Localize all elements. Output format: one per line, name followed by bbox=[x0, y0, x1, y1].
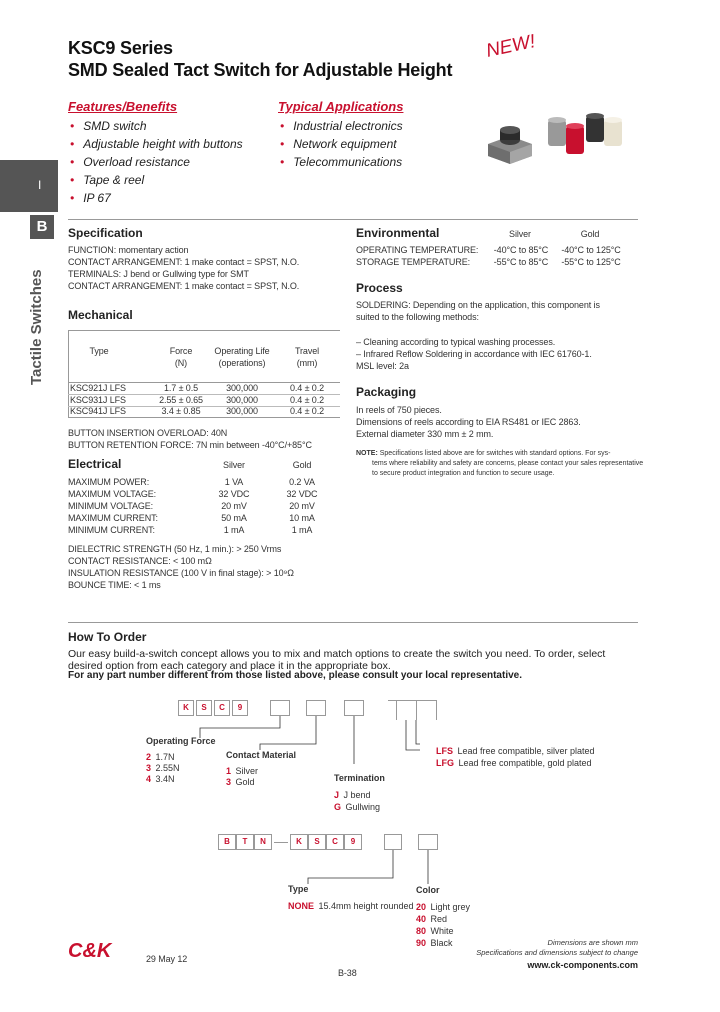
table-header: Force bbox=[169, 346, 193, 356]
option-row: LFG Lead free compatible, gold plated bbox=[436, 758, 592, 768]
spec-line: FUNCTION: momentary action bbox=[68, 245, 189, 255]
option-row: 20 Light grey bbox=[416, 902, 470, 912]
option-row: 80 White bbox=[416, 926, 454, 936]
section-label: Tactile Switches bbox=[28, 269, 45, 385]
option-row: 2 1.7N bbox=[146, 752, 175, 762]
footer-url[interactable]: www.ck-components.com bbox=[527, 960, 638, 970]
option-row: NONE 15.4mm height rounded bbox=[288, 901, 414, 911]
table-cell: 0.4 ± 0.2 bbox=[289, 406, 325, 416]
table-cell: 32 VDC bbox=[286, 489, 318, 499]
electrical-note: BOUNCE TIME: < 1 ms bbox=[68, 580, 161, 590]
table-cell: 300,000 bbox=[226, 406, 258, 416]
applications-heading: Typical Applications bbox=[278, 99, 404, 114]
sidebar bbox=[0, 160, 58, 395]
part-box: 9 bbox=[344, 834, 362, 850]
part-box: C bbox=[214, 700, 230, 716]
packaging-heading: Packaging bbox=[356, 385, 417, 399]
packaging-line: In reels of 750 pieces. bbox=[356, 405, 442, 415]
table-cell: 1.7 ± 0.5 bbox=[163, 383, 199, 393]
table-cell: 300,000 bbox=[226, 395, 258, 405]
table-cell: OPERATING TEMPERATURE: bbox=[356, 245, 479, 255]
list-item: • Overload resistance bbox=[70, 155, 190, 169]
note-line: to secure product integration and function to secure usage. bbox=[372, 470, 555, 477]
col-header-gold: Gold bbox=[292, 460, 312, 470]
part-box: 9 bbox=[232, 700, 248, 716]
list-item: • SMD switch bbox=[70, 119, 147, 133]
electrical-note: CONTACT RESISTANCE: < 100 mΩ bbox=[68, 556, 212, 566]
part-box: K bbox=[290, 834, 308, 850]
option-box-type[interactable] bbox=[384, 834, 402, 850]
table-cell: MINIMUM VOLTAGE: bbox=[68, 501, 154, 511]
footer-date: 29 May 12 bbox=[146, 954, 188, 964]
packaging-line: Dimensions of reels according to EIA RS481 or IEC 2863. bbox=[356, 417, 581, 427]
divider bbox=[68, 622, 638, 623]
operating-force-label: Operating Force bbox=[146, 736, 216, 746]
table-cell: 0.4 ± 0.2 bbox=[289, 383, 325, 393]
part-box: T bbox=[236, 834, 254, 850]
table-cell: 20 mV bbox=[289, 501, 315, 511]
electrical-heading: Electrical bbox=[68, 457, 122, 471]
table-cell: 3.4 ± 0.85 bbox=[161, 406, 201, 416]
table-cell: -55°C to 125°C bbox=[561, 257, 621, 267]
table-header: Travel bbox=[294, 346, 320, 356]
process-heading: Process bbox=[356, 281, 403, 295]
new-badge: NEW! bbox=[484, 31, 538, 62]
termination-label: Termination bbox=[334, 773, 385, 783]
order-intro: Our easy build-a-switch concept allows you to mix and match options to create the switch you need. To order, select bbox=[68, 648, 606, 660]
section-letter: B bbox=[30, 215, 54, 239]
table-cell: 2.55 ± 0.65 bbox=[159, 395, 203, 405]
order-note: For any part number different from those listed above, please consult your local representative. bbox=[68, 670, 523, 681]
table-cell: -40°C to 85°C bbox=[493, 245, 549, 255]
col-header-gold: Gold bbox=[580, 229, 600, 239]
connector-lines bbox=[300, 850, 450, 886]
table-cell: 50 mA bbox=[221, 513, 247, 523]
mechanical-table bbox=[68, 330, 340, 418]
option-box-force[interactable] bbox=[270, 700, 290, 716]
footer-disclaimer: Specifications and dimensions subject to change bbox=[476, 948, 638, 957]
table-cell: 1 mA bbox=[223, 525, 245, 535]
option-row: 3 Gold bbox=[226, 777, 255, 787]
option-row: 40 Red bbox=[416, 914, 447, 924]
part-box: C bbox=[326, 834, 344, 850]
part-box: B bbox=[218, 834, 236, 850]
option-row: 90 Black bbox=[416, 938, 453, 948]
divider bbox=[68, 330, 69, 418]
option-row: G Gullwing bbox=[334, 802, 380, 812]
option-row: LFS Lead free compatible, silver plated bbox=[436, 746, 595, 756]
option-row: 1 Silver bbox=[226, 766, 258, 776]
process-line: – Infrared Reflow Soldering in accordance with IEC 61760-1. bbox=[356, 349, 592, 359]
caps-photo bbox=[546, 112, 626, 158]
sidebar-tab-label: I bbox=[38, 178, 42, 192]
part-box: S bbox=[308, 834, 326, 850]
col-header-silver: Silver bbox=[509, 229, 531, 239]
electrical-note: DIELECTRIC STRENGTH (50 Hz, 1 min.): > 250 Vrms bbox=[68, 544, 282, 554]
spec-line: CONTACT ARRANGEMENT: 1 make contact = SPST, N.O. bbox=[68, 257, 300, 267]
table-cell: MAXIMUM VOLTAGE: bbox=[68, 489, 157, 499]
divider bbox=[68, 417, 340, 418]
option-box-contact[interactable] bbox=[306, 700, 326, 716]
switch-photo bbox=[484, 124, 536, 168]
list-item: • Telecommunications bbox=[280, 155, 403, 169]
environmental-heading: Environmental bbox=[356, 226, 440, 240]
table-cell: KSC941J LFS bbox=[70, 406, 126, 416]
table-cell: 20 mV bbox=[221, 501, 247, 511]
table-cell: 300,000 bbox=[226, 383, 258, 393]
features-list bbox=[70, 119, 243, 209]
table-cell: MAXIMUM POWER: bbox=[68, 477, 150, 487]
table-cell: 0.2 VA bbox=[289, 477, 315, 487]
table-header: Type bbox=[89, 346, 109, 356]
note-line: tems where reliability and safety are concerns, please contact your sales representative bbox=[372, 460, 644, 467]
list-item: • Adjustable height with buttons bbox=[70, 137, 243, 151]
process-line: suited to the following methods: bbox=[356, 312, 479, 322]
mechanical-heading: Mechanical bbox=[68, 308, 133, 322]
list-item: • Network equipment bbox=[280, 137, 397, 151]
part-box: S bbox=[196, 700, 212, 716]
contact-material-label: Contact Material bbox=[226, 750, 297, 760]
table-cell: 1 mA bbox=[291, 525, 313, 535]
option-box-termination[interactable] bbox=[344, 700, 364, 716]
table-cell: MINIMUM CURRENT: bbox=[68, 525, 155, 535]
specification-heading: Specification bbox=[68, 226, 143, 240]
sidebar-tab bbox=[0, 160, 58, 212]
table-header: (operations) bbox=[218, 358, 266, 368]
table-cell: 32 VDC bbox=[218, 489, 250, 499]
order-intro: desired option from each category and place it in the appropriate box. bbox=[68, 660, 391, 672]
table-header: Operating Life bbox=[214, 346, 270, 356]
table-cell: 0.4 ± 0.2 bbox=[289, 395, 325, 405]
mechanical-note: BUTTON INSERTION OVERLOAD: 40N bbox=[68, 428, 228, 438]
type-label: Type bbox=[288, 884, 309, 894]
option-box-color[interactable] bbox=[418, 834, 438, 850]
series-title: KSC9 Series bbox=[68, 38, 173, 58]
product-title: SMD Sealed Tact Switch for Adjustable Height bbox=[68, 60, 453, 80]
packaging-note bbox=[356, 450, 610, 457]
table-cell: KSC921J LFS bbox=[70, 383, 126, 393]
option-row: 3 2.55N bbox=[146, 763, 180, 773]
process-line: SOLDERING: Depending on the application, this component is bbox=[356, 300, 600, 310]
list-item: • IP 67 bbox=[70, 191, 111, 205]
page-number: B-38 bbox=[338, 968, 357, 978]
option-row: 4 3.4N bbox=[146, 774, 175, 784]
spec-line: TERMINALS: J bend or Gullwing type for SMT bbox=[68, 269, 249, 279]
spec-line: CONTACT ARRANGEMENT: 1 make contact = SPST, N.O. bbox=[68, 281, 300, 291]
table-cell: -40°C to 125°C bbox=[561, 245, 621, 255]
divider bbox=[68, 219, 638, 220]
part-box: N bbox=[254, 834, 272, 850]
table-cell: 10 mA bbox=[289, 513, 315, 523]
list-item: • Industrial electronics bbox=[280, 119, 403, 133]
option-row: J J bend bbox=[334, 790, 371, 800]
part-box: K bbox=[178, 700, 194, 716]
note-line: Specifications listed above are for switches with standard options. For sys- bbox=[379, 450, 611, 457]
note-label: NOTE: bbox=[356, 450, 378, 457]
table-header: (mm) bbox=[296, 358, 318, 368]
electrical-note: INSULATION RESISTANCE (100 V in final stage): > 10⁹Ω bbox=[68, 568, 294, 578]
table-cell: MAXIMUM CURRENT: bbox=[68, 513, 158, 523]
footer-disclaimer: Dimensions are shown mm bbox=[547, 938, 638, 947]
table-header: (N) bbox=[174, 358, 188, 368]
packaging-line: External diameter 330 mm ± 2 mm. bbox=[356, 429, 494, 439]
color-label: Color bbox=[416, 885, 440, 895]
table-cell: 1 VA bbox=[224, 477, 244, 487]
table-cell: STORAGE TEMPERATURE: bbox=[356, 257, 471, 267]
list-item: • Tape & reel bbox=[70, 173, 145, 187]
divider bbox=[274, 842, 288, 843]
table-cell: KSC931J LFS bbox=[70, 395, 126, 405]
process-line: – Cleaning according to typical washing processes. bbox=[356, 337, 556, 347]
how-to-order-heading: How To Order bbox=[68, 630, 147, 644]
features-heading: Features/Benefits bbox=[68, 99, 178, 114]
table-cell: -55°C to 85°C bbox=[493, 257, 549, 267]
applications-list bbox=[280, 119, 403, 173]
process-line: MSL level: 2a bbox=[356, 361, 409, 371]
mechanical-note: BUTTON RETENTION FORCE: 7N min between -40°C/+85°C bbox=[68, 440, 312, 450]
col-header-silver: Silver bbox=[223, 460, 245, 470]
ck-logo: C&K bbox=[68, 940, 112, 962]
